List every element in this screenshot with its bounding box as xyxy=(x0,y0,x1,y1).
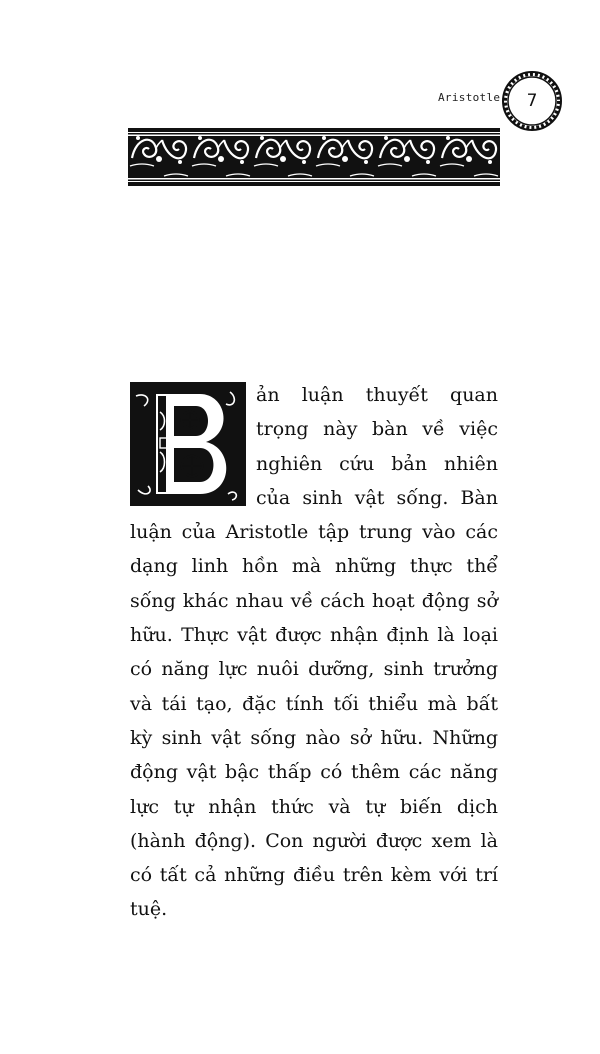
running-header-author: Aristotle xyxy=(438,91,501,104)
body-text: ản luận thuyết quan trọng này bàn về việc nghiên cứu bản nhiên của sinh vật sống. Bàn luận của Aristotle tập trung vào các dạng linh hồn mà những thực thể sống khác nhau về cách hoạt động sở hữu. Thực vật được nhận định là loại có năng lực nuôi dưỡng, sinh trưởng và tái tạo, đặc tính tối thiểu mà bất kỳ sinh vật sống nào sở hữu. Những động vật bậc thấp có thêm các năng lực tự nhận thức và tự biến dịch (hành động). Con người được xem là có tất cả những điều trên kèm với trí tuệ. xyxy=(130,384,498,921)
ornamental-header-band xyxy=(128,128,500,186)
page-number: 7 xyxy=(526,91,538,111)
illuminated-drop-cap-b xyxy=(130,382,246,506)
body-paragraph xyxy=(130,378,498,927)
